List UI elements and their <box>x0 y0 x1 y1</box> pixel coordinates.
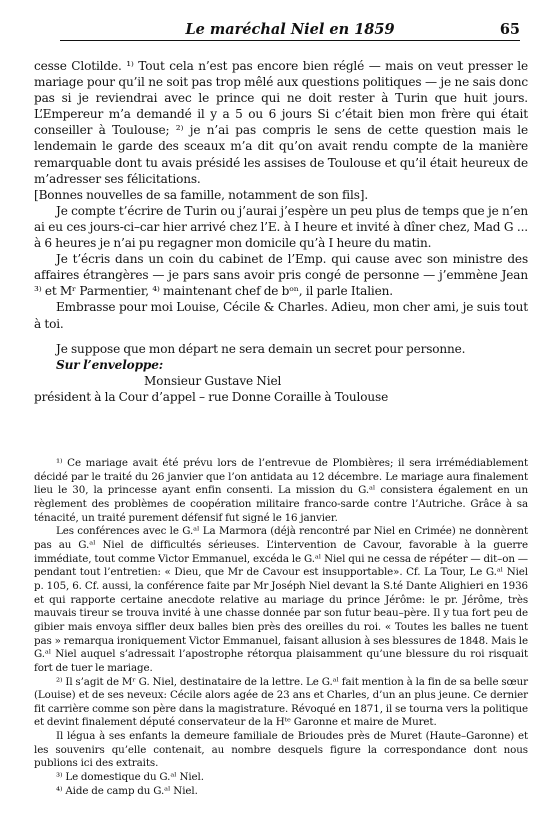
running-title: Le maréchal Niel en 1859 <box>185 21 395 38</box>
paragraph: Je t’écris dans un coin du cabinet de l’Emp. qui cause avec son ministre des affaires étrangères — je pars sans avoir pris congé de personne — j’emmène Jean ³⁾ et Mʳ Parmentier, ⁴⁾ maintenant chef de bᵒⁿ, il parle Italien. <box>34 252 528 299</box>
footnote: ³⁾ Le domestique du G.ᵃˡ Niel. <box>56 771 204 784</box>
footnote: ⁴⁾ Aide de camp du G.ᵃˡ Niel. <box>56 784 198 797</box>
footnote: Il légua à ses enfants la demeure familiale de Brioudes près de Muret (Haute–Garonne) et les souvenirs qu’elle contenait, au nombre desquels figure la correspondance dont nous publions ici des extraits. <box>34 730 528 770</box>
footnote: Les conférences avec le G.ᵃˡ La Marmora (déjà rencontré par Niel en Crimée) ne donnèrent pas au G.ᵃˡ Niel de difficultés sérieuses. L’intervention de Cavour, favorable à la guerre immédiate, tout comme Victor Emmanuel, excéda le G.ᵃˡ Niel qui ne cessa de répéter — dit–on — pendant tout l’entretien: « Dieu, que Mr de Cavour est insupportable». Cf. La Tour, Le G.ᵃˡ Niel p. 105, 6. Cf. aussi, la conférence faite par Mr Joséph Niel devant la S.té Dante Alighieri en 1936 et qui rapporte certaine anecdote relative au mariage du prince Jérôme: le pr. Jérôme, très mauvais tireur se trouva invité à une chasse donnée par son futur beau–père. Il y tua fort peu de gibier mais envoya siffler deux balles bien près des oreilles du roi. « Toutes les balles ne tuent pas » remarqua ironiquement Victor Emmanuel, faisant allusion à ses blessures de 1848. Mais le G.ᵃˡ Niel auquel s’adressait l’apostrophe rétorqua plaisamment qu’une blessure du roi risquait fort de tuer le mariage. <box>34 525 528 674</box>
footnote: ¹⁾ Ce mariage avait été prévu lors de l’entrevue de Plombières; il sera irrémédiablement décidé par le traité du 26 janvier que l’on antidata au 12 décembre. Le mariage aura finalement lieu le 30, la princesse ayant enfin consenti. La mission du G.ᵃˡ consistera également en un règlement des problèmes de coopération militaire franco-sarde contre l’Autriche. Grâce à sa ténacité, un traité purement défensif fut signé le 16 janvier. <box>34 457 528 524</box>
page-number: 65 <box>499 21 520 38</box>
paragraph: Je compte t’écrire de Turin ou j’aurai j’espère un peu plus de temps que je n’en ai eu ces jours-ci–car hier arrivé chez l’E. à I heure et invité à dîner chez, Mad G ... à 6 heures je n’ai pu regagner mon domicile qu’à I heure du matin. <box>34 203 528 251</box>
addressee-address: président à la Cour d’appel – rue Donne Coraille à Toulouse <box>34 389 389 404</box>
running-header <box>60 20 520 41</box>
paragraph: Embrasse pour moi Louise, Cécile & Charles. Adieu, mon cher ami, je suis tout à toi. <box>34 300 528 331</box>
editorial-note: [Bonnes nouvelles de sa famille, notamment de son fils]. <box>34 187 369 202</box>
footnote: ²⁾ Il s’agit de Mʳ G. Niel, destinataire de la lettre. Le G.ᵃˡ fait mention à la fin de sa belle sœur (Louise) et de ses neveux: Cécile alors agée de 23 ans et Charles, d’un an plus jeune. Ce dernier fit carrière comme son père dans la magistrature. Révoqué en 1871, il se tourna vers la politique et devint finalement député conservateur de la Hᵗᵉ Garonne et maire de Muret. <box>34 675 528 729</box>
footnotes <box>34 457 528 798</box>
addressee-name: Monsieur Gustave Niel <box>144 373 282 388</box>
paragraph: cesse Clotilde. ¹⁾ Tout cela n’est pas encore bien réglé — mais on veut presser le mariage pour qu’il ne soit pas trop mêlé aux questions politiques — je ne sais donc pas si je reviendrai avec le prince qui ne doit rester à Turin que huit jours. L’Empereur m’a demandé il y a 5 ou 6 jours Si c’était bien mon frère qui était conseiller à Toulouse; ²⁾ je n’ai pas compris le sens de cette question mais le lendemain le garde des sceaux m’a dit qu’on avait rendu compte de la manière remarquable dont tu avais présidé les assises de Toulouse et qu’il était heureux de m’adresser ses félicitations. <box>34 59 528 186</box>
envelope-heading: Sur l’enveloppe: <box>56 357 164 372</box>
letter-body <box>34 58 528 405</box>
postscript: Je suppose que mon départ ne sera demain un secret pour personne. <box>56 341 466 356</box>
